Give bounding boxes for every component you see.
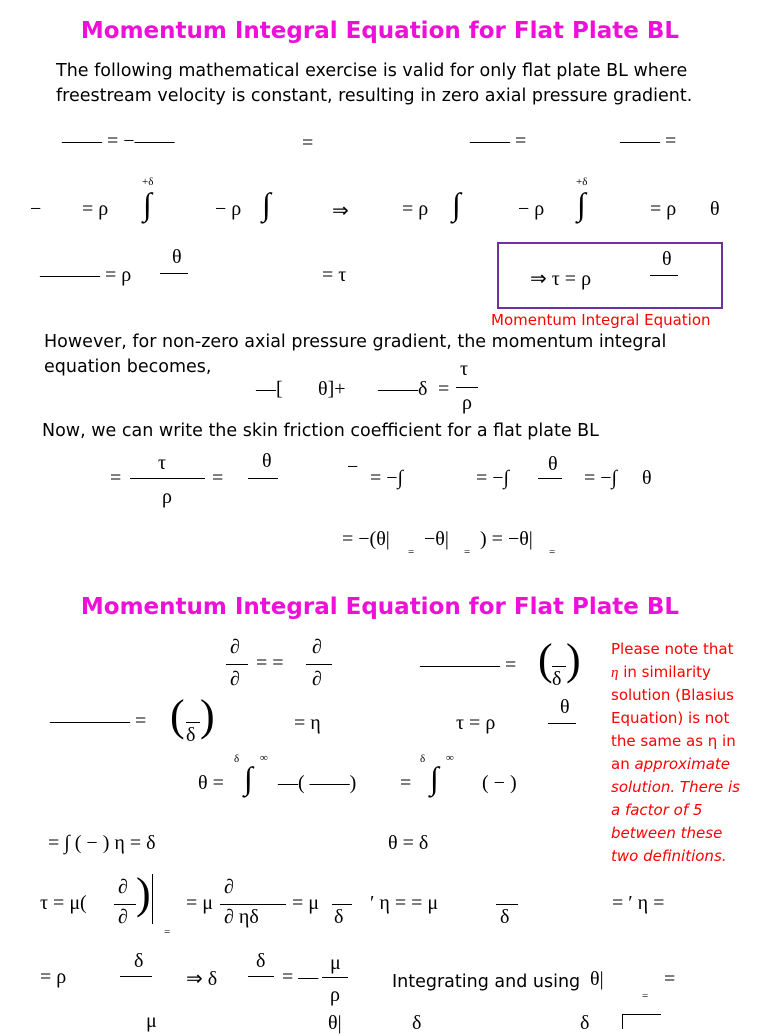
note-line7: solution. There is xyxy=(611,778,740,796)
delta-symbol: δ xyxy=(552,668,562,690)
cf-eq2-end: ) = −θ| xyxy=(480,528,533,550)
paren-right: ) xyxy=(200,691,215,740)
eq-row1-part1: —— = −—— xyxy=(62,130,175,152)
fraction-bar xyxy=(322,977,348,978)
fraction-bar xyxy=(496,904,518,905)
eq-row1-part3: —— = xyxy=(470,130,527,152)
integral-sign: ∫ xyxy=(577,186,586,222)
r6-left: = ρ xyxy=(40,966,67,988)
cf-eq2-sub3: = xyxy=(549,546,556,558)
limit-upper: ∞ xyxy=(446,752,454,764)
fraction-bar xyxy=(456,387,478,388)
partial-symbol: ∂ xyxy=(230,636,240,658)
mu-symbol: μ xyxy=(146,1010,157,1032)
delta-symbol: δ xyxy=(580,1012,590,1034)
fraction-bar xyxy=(226,664,248,665)
eta-symbol: η xyxy=(611,665,619,681)
delta-symbol: δ xyxy=(256,950,266,972)
theta-symbol: θ xyxy=(710,198,720,220)
paren-right: ) xyxy=(136,869,151,918)
note-line1: Please note that xyxy=(611,640,734,658)
eq-row2-lead: − xyxy=(30,198,42,220)
note-line9: between these xyxy=(611,824,723,842)
integrating-text: Integrating and using xyxy=(392,972,581,992)
eq-row2-e: = ρ xyxy=(650,198,677,220)
r5-eq2: = μ xyxy=(186,892,214,914)
rho-symbol: ρ xyxy=(330,984,340,1006)
tau-symbol: τ xyxy=(460,358,469,380)
partial-denominator: ∂ ηδ xyxy=(224,906,259,928)
tau-equation: τ = ρ xyxy=(456,712,496,734)
eq-row1-part2: = xyxy=(302,132,314,154)
r1-line-equals: ———— = xyxy=(420,654,517,676)
partial-symbol: ∂ xyxy=(224,876,234,898)
limit-lower: δ xyxy=(234,753,240,765)
fraction-bar xyxy=(248,976,274,977)
fraction-bar xyxy=(306,664,332,665)
fraction-bar xyxy=(160,273,188,274)
fraction-bar xyxy=(130,478,205,479)
cf-eq-minus: − xyxy=(347,456,359,478)
theta-symbol: θ xyxy=(172,246,182,268)
theta-symbol: θ xyxy=(560,696,570,718)
cf-eq2-main: = −(θ| xyxy=(342,528,390,550)
implies-arrow: ⇒ xyxy=(332,200,349,222)
r5-prime2: = ′ η = xyxy=(612,892,665,914)
r4-left: = ∫ ( − ) η = δ xyxy=(48,832,156,854)
rho-symbol: ρ xyxy=(462,392,472,414)
partial-symbol: ∂ xyxy=(118,876,128,898)
cf-eq-part1: = −∫ xyxy=(370,467,404,489)
eq-row2-a-limit: +δ xyxy=(142,176,154,188)
note-line4: Equation) is not xyxy=(611,709,730,727)
eq-row3-lhs: ——— = ρ xyxy=(40,264,132,286)
note-line6-italic: approximate xyxy=(634,755,731,773)
r6-equals: = — xyxy=(282,966,319,988)
cf-eq-part3: = −∫ xyxy=(584,467,618,489)
integral-sign: ∫ xyxy=(143,186,152,222)
nonzero-eq-a: —[ xyxy=(256,378,283,400)
integral-sign: ∫ xyxy=(452,186,461,222)
limit-upper: ∞ xyxy=(260,752,268,764)
limit-lower: δ xyxy=(420,753,426,765)
evaluation-bar xyxy=(152,874,153,924)
intro-text-line2: freestream velocity is constant, resulting in zero axial pressure gradient. xyxy=(56,86,693,106)
r5-prime1: ′ η = = μ xyxy=(370,892,439,914)
nonzero-text-line2: equation becomes, xyxy=(44,357,212,377)
rho-symbol: ρ xyxy=(162,486,172,508)
tau-wall-eq: τ = μ( xyxy=(40,892,87,914)
theta-symbol: θ xyxy=(642,467,652,489)
fraction-bar xyxy=(248,478,278,479)
eq-row1-part4: —— = xyxy=(620,130,677,152)
note-line3: solution (Blasius xyxy=(611,686,734,704)
fraction-bar xyxy=(332,904,352,905)
r3-equals: = xyxy=(400,772,412,794)
tau-symbol: τ xyxy=(158,452,167,474)
delta-symbol: δ xyxy=(186,724,196,746)
note-line10: two definitions. xyxy=(611,847,727,865)
delta-symbol: δ xyxy=(500,906,510,928)
eq-row2-c: = ρ xyxy=(402,198,429,220)
paren-right: ) xyxy=(566,635,581,684)
r1-equals: = = xyxy=(256,652,284,674)
nonzero-eq-c: ——δ xyxy=(378,378,428,400)
r4-right: θ = δ xyxy=(388,832,429,854)
cf-eq-equals: = xyxy=(110,467,122,489)
fraction-bar xyxy=(548,723,576,724)
theta-symbol: θ xyxy=(548,453,558,475)
boxed-caption: Momentum Integral Equation xyxy=(491,311,711,329)
integral-sign: ∫ xyxy=(244,760,253,796)
intro-text-line1: The following mathematical exercise is valid for only flat plate BL where xyxy=(56,61,688,81)
partial-symbol: ∂ xyxy=(230,668,240,690)
note-line6 xyxy=(611,753,730,776)
fraction-bar xyxy=(186,722,200,723)
r5-eq3: = μ xyxy=(292,892,320,914)
delta-symbol: δ xyxy=(334,906,344,928)
fraction-bar xyxy=(220,904,286,905)
note-line2 xyxy=(611,661,711,685)
note-line6-text: an xyxy=(611,755,635,773)
delta-symbol: δ xyxy=(412,1012,422,1034)
theta-subscript: = xyxy=(642,990,649,1002)
partial-symbol: ∂ xyxy=(312,636,322,658)
eq-row2-d-limit: +δ xyxy=(576,176,588,188)
nonzero-eq-b: θ]+ xyxy=(318,378,346,400)
fraction-bar xyxy=(120,976,152,977)
eta-equation: = η xyxy=(294,712,321,734)
cf-eq-part2: = −∫ xyxy=(476,467,510,489)
paren-left: ( xyxy=(170,691,185,740)
note-line2-text: in similarity xyxy=(618,663,711,681)
eq-row2-b: − ρ xyxy=(215,198,242,220)
delta-symbol: δ xyxy=(134,950,144,972)
theta-symbol: θ xyxy=(662,248,672,270)
note-line5: the same as η in xyxy=(611,732,736,750)
paren-left: ( xyxy=(538,635,553,684)
cf-eq2-mid: −θ| xyxy=(424,528,449,550)
fraction-bar xyxy=(114,904,136,905)
mu-symbol: μ xyxy=(330,952,341,974)
cf-eq2-sub2: = xyxy=(464,546,471,558)
fraction-bar xyxy=(552,666,566,667)
nonzero-text-line1: However, for non-zero axial pressure gradient, the momentum integral xyxy=(44,332,667,352)
square-root-sign xyxy=(622,1014,661,1029)
eq-row3-mid: = τ xyxy=(322,264,347,286)
boxed-eq-lhs: ⇒ τ = ρ xyxy=(530,268,592,290)
r3-middle: —( ——) xyxy=(278,772,357,794)
r2-line-equals: ———— = xyxy=(50,710,147,732)
partial-symbol: ∂ xyxy=(312,668,322,690)
fraction-bar xyxy=(538,478,562,479)
integral-sign: ∫ xyxy=(262,186,271,222)
fraction-bar xyxy=(650,275,678,276)
theta-equals: θ = xyxy=(198,772,224,794)
theta-symbol: θ xyxy=(262,450,272,472)
cf-eq-equals: = xyxy=(212,467,224,489)
eq-row2-a: = ρ xyxy=(82,198,109,220)
theta-evaluated: θ| xyxy=(328,1012,342,1034)
slide2-title: Momentum Integral Equation for Flat Plate BL xyxy=(80,594,680,620)
nonzero-eq-d: = xyxy=(438,378,450,400)
theta-evaluated: θ| xyxy=(590,968,604,990)
integral-sign: ∫ xyxy=(430,760,439,796)
r6-arrow: ⇒ δ xyxy=(186,968,218,990)
slide1-title: Momentum Integral Equation for Flat Plate BL xyxy=(80,18,680,44)
eq-row2-d: − ρ xyxy=(518,198,545,220)
wall-subscript: = xyxy=(164,926,171,938)
partial-symbol: ∂ xyxy=(118,906,128,928)
r6-final-equals: = xyxy=(664,968,676,990)
note-line8: a factor of 5 xyxy=(611,801,703,819)
cf-eq2-sub1: = xyxy=(408,546,415,558)
cf-text: Now, we can write the skin friction coefficient for a flat plate BL xyxy=(42,421,599,441)
r3-tail: ( − ) xyxy=(482,772,517,794)
